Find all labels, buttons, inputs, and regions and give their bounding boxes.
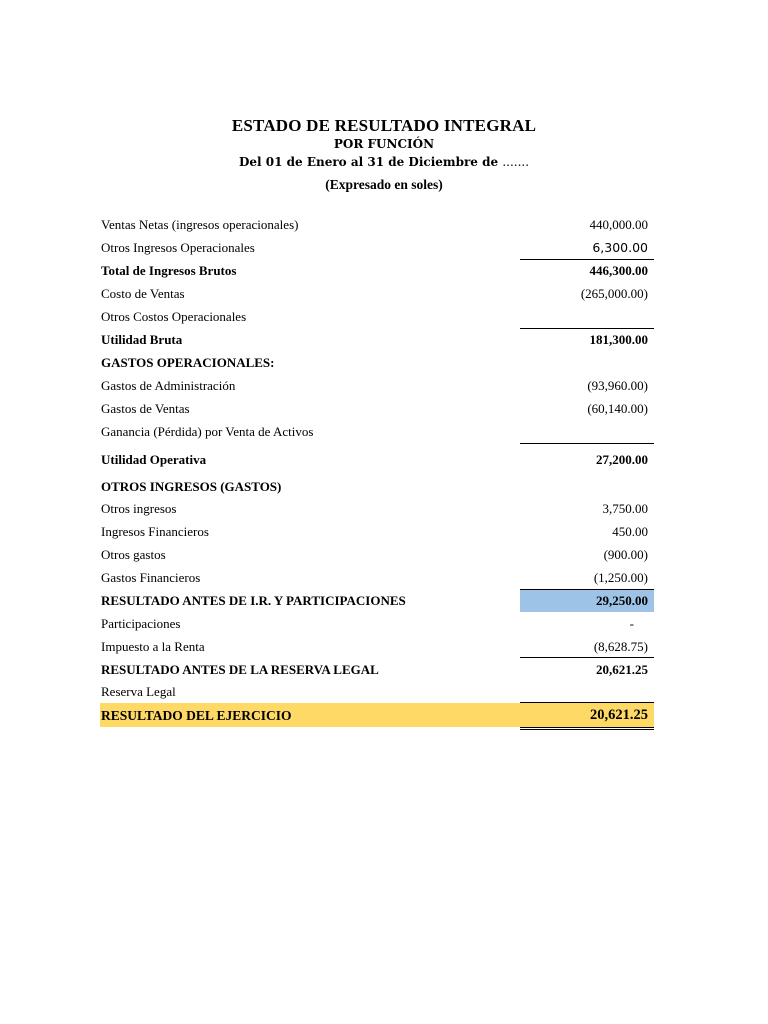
row-ganancia-venta-activos [100, 420, 654, 443]
section-label: GASTOS OPERACIONALES: [101, 355, 275, 370]
statement-currency: (Expresado en soles) [325, 177, 443, 192]
row-gastos-financieros [100, 566, 654, 589]
row-value: 450.00 [612, 524, 648, 539]
row-otros-costos-operacionales [100, 305, 654, 328]
row-label: RESULTADO ANTES DE LA RESERVA LEGAL [101, 662, 379, 677]
row-label: Participaciones [101, 616, 181, 631]
row-value: (265,000.00) [580, 286, 648, 301]
row-value: 181,300.00 [589, 332, 648, 347]
row-value: 20,621.25 [596, 662, 648, 677]
period-text: Del 01 de Enero al 31 de Diciembre de [238, 155, 499, 169]
row-label: Impuesto a la Renta [101, 639, 205, 654]
row-value: 29,250.00 [596, 593, 648, 608]
row-value: 446,300.00 [589, 263, 648, 278]
row-label: Reserva Legal [101, 684, 176, 699]
row-utilidad-bruta [100, 328, 654, 351]
row-label: Gastos Financieros [101, 570, 201, 585]
row-label: Otros ingresos [101, 501, 177, 516]
row-gastos-administracion [100, 374, 654, 397]
subtotal-rule [520, 702, 654, 703]
statement-subtitle: POR FUNCIÓN [333, 137, 435, 151]
row-otros-ingresos-operacionales [100, 236, 654, 259]
row-resultado-ejercicio [100, 704, 654, 727]
row-value: (900.00) [603, 547, 648, 562]
row-value: (93,960.00) [587, 378, 648, 393]
row-label: Ventas Netas (ingresos operacionales) [101, 217, 299, 232]
row-otros-ingresos [100, 497, 654, 520]
period-dots: ....... [502, 155, 530, 169]
statement-title: ESTADO DE RESULTADO INTEGRAL [231, 116, 537, 135]
row-label: Utilidad Operativa [101, 452, 207, 467]
row-value: 440,000.00 [589, 217, 648, 232]
row-gastos-ventas [100, 397, 654, 420]
row-impuesto-renta [100, 635, 654, 658]
section-label: OTROS INGRESOS (GASTOS) [101, 479, 282, 494]
total-double-rule [520, 727, 654, 730]
row-total-ingresos-brutos [100, 259, 654, 282]
section-otros-ingresos-gastos [100, 475, 654, 498]
row-resultado-antes-reserva [100, 658, 654, 681]
row-otros-gastos [100, 543, 654, 566]
row-value: 20,621.25 [590, 707, 648, 723]
row-label: Utilidad Bruta [101, 332, 183, 347]
row-label: Costo de Ventas [101, 286, 185, 301]
row-ingresos-financieros [100, 520, 654, 543]
row-label: Gastos de Administración [101, 378, 236, 393]
row-label: RESULTADO DEL EJERCICIO [101, 708, 292, 723]
row-costo-de-ventas [100, 282, 654, 305]
row-label: Otros Ingresos Operacionales [101, 240, 255, 255]
section-gastos-operacionales [100, 351, 654, 374]
statement-period [0, 155, 768, 169]
row-participaciones [100, 612, 654, 635]
row-label: Otros gastos [101, 547, 166, 562]
row-value: 3,750.00 [602, 501, 648, 516]
row-value: 27,200.00 [596, 452, 648, 467]
row-value: - [629, 616, 634, 631]
row-resultado-antes-ir [100, 589, 654, 612]
row-label: Ingresos Financieros [101, 524, 209, 539]
row-label: Total de Ingresos Brutos [101, 263, 237, 278]
row-label: Otros Costos Operacionales [101, 309, 247, 324]
row-label: Ganancia (Pérdida) por Venta de Activos [101, 424, 314, 439]
subtotal-rule [520, 443, 654, 444]
row-label: RESULTADO ANTES DE I.R. Y PARTICIPACIONES [101, 593, 406, 608]
row-ventas-netas [100, 213, 654, 236]
row-value: 6,300.00 [592, 240, 648, 255]
row-reserva-legal [100, 680, 654, 703]
row-value: (1,250.00) [593, 570, 648, 585]
row-utilidad-operativa [100, 448, 654, 471]
row-label: Gastos de Ventas [101, 401, 190, 416]
row-value: (8,628.75) [593, 639, 648, 654]
row-value: (60,140.00) [587, 401, 648, 416]
